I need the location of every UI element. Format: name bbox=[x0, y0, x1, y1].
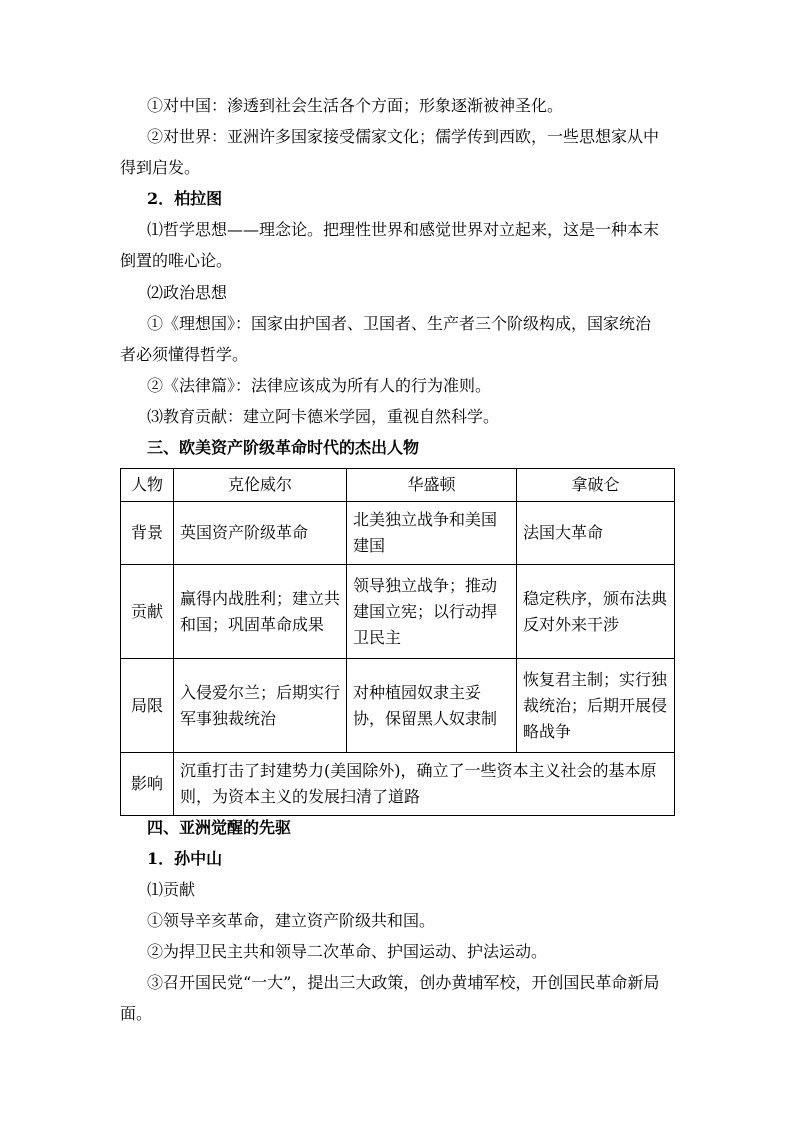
table-cell: 领导独立战争；推动建国立宪；以行动捍卫民主 bbox=[347, 565, 517, 659]
table-row-limitation bbox=[121, 659, 675, 753]
table-cell: 法国大革命 bbox=[517, 502, 675, 565]
paragraph-xinhai: ①领导辛亥革命，建立资产阶级共和国。 bbox=[147, 911, 436, 930]
table-cell-impact: 沉重打击了封建势力(美国除外)，确立了一些资本主义社会的基本原则，为资本主义的发展扫清了道路 bbox=[174, 753, 675, 816]
row-label: 影响 bbox=[121, 753, 174, 816]
table-cell: 入侵爱尔兰；后期实行军事独裁统治 bbox=[174, 659, 347, 753]
table-cell: 北美独立战争和美国建国 bbox=[347, 502, 517, 565]
table-cell: 恢复君主制；实行独裁统治；后期开展侵略战争 bbox=[517, 659, 675, 753]
paragraph-plato-philosophy-1: ⑴哲学思想——理念论。把理性世界和感觉世界对立起来，这是一种本末 bbox=[147, 220, 660, 239]
heading-sun-yat-sen: 1．孙中山 bbox=[147, 849, 223, 868]
row-label: 背景 bbox=[121, 502, 174, 565]
table-row-contribution bbox=[121, 565, 675, 659]
row-label: 局限 bbox=[121, 659, 174, 753]
paragraph-contribution: ⑴贡献 bbox=[147, 880, 196, 899]
paragraph-republic-2: 者必须懂得哲学。 bbox=[120, 345, 249, 364]
paragraph-laws: ②《法律篇》：法律应该成为所有人的行为准则。 bbox=[147, 376, 492, 395]
section-heading-revolutionary-figures: 三、欧美资产阶级革命时代的杰出人物 bbox=[147, 438, 420, 457]
paragraph-defend-republic: ②为捍卫民主共和领导二次革命、护国运动、护法运动。 bbox=[147, 942, 548, 961]
paragraph-confucius-china: ①对中国：渗透到社会生活各个方面；形象逐渐被神圣化。 bbox=[147, 96, 564, 115]
table-row-background bbox=[121, 502, 675, 565]
table-cell: 赢得内战胜利；建立共和国；巩固革命成果 bbox=[174, 565, 347, 659]
row-label: 贡献 bbox=[121, 565, 174, 659]
table-row-impact bbox=[121, 753, 675, 816]
paragraph-plato-politics: ⑵政治思想 bbox=[147, 283, 228, 302]
table-header-cell: 华盛顿 bbox=[347, 469, 517, 502]
paragraph-republic-1: ①《理想国》：国家由护国者、卫国者、生产者三个阶级构成，国家统治 bbox=[147, 314, 652, 333]
paragraph-kmt-congress-2: 面。 bbox=[120, 1004, 153, 1023]
table-cell: 对种植园奴隶主妥协，保留黑人奴隶制 bbox=[347, 659, 517, 753]
table-header-cell: 人物 bbox=[121, 469, 174, 502]
table-cell: 英国资产阶级革命 bbox=[174, 502, 347, 565]
table-header-cell: 克伦威尔 bbox=[174, 469, 347, 502]
paragraph-kmt-congress-1: ③召开国民党“一大”，提出三大政策，创办黄埔军校，开创国民革命新局 bbox=[147, 973, 660, 992]
table-header-row bbox=[121, 469, 675, 502]
section-heading-asian-awakening: 四、亚洲觉醒的先驱 bbox=[147, 818, 292, 837]
table-cell: 稳定秩序，颁布法典反对外来干涉 bbox=[517, 565, 675, 659]
paragraph-confucius-world-1: ②对世界：亚洲许多国家接受儒家文化；儒学传到西欧，一些思想家从中 bbox=[147, 127, 660, 146]
paragraph-education: ⑶教育贡献：建立阿卡德米学园，重视自然科学。 bbox=[147, 407, 500, 426]
figures-table bbox=[120, 468, 675, 816]
paragraph-confucius-world-2: 得到启发。 bbox=[120, 158, 201, 177]
paragraph-plato-philosophy-2: 倒置的唯心论。 bbox=[120, 251, 233, 270]
table-header-cell: 拿破仑 bbox=[517, 469, 675, 502]
heading-plato: 2．柏拉图 bbox=[147, 189, 223, 208]
